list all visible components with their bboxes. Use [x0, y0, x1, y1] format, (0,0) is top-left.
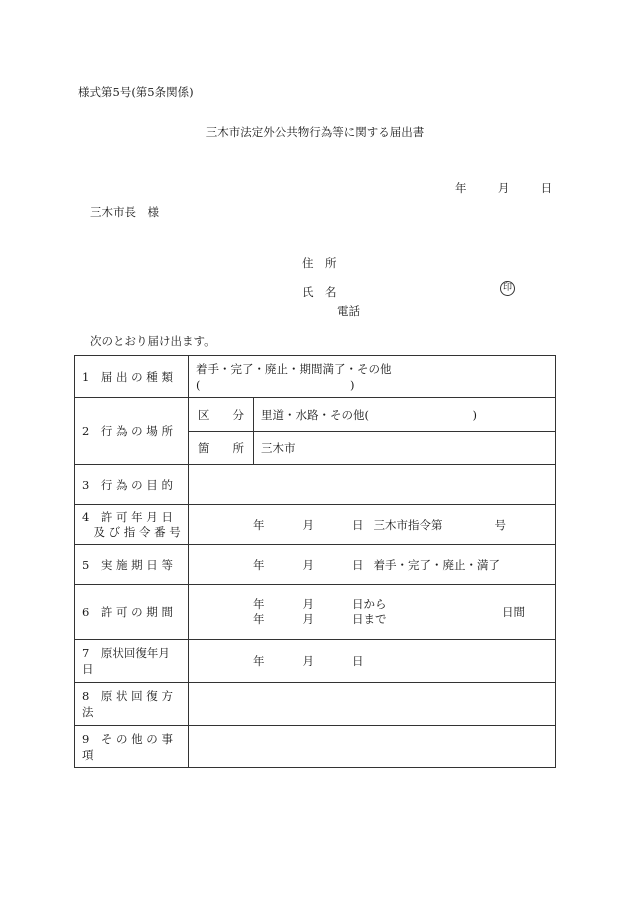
address-label: 住 所 [302, 256, 337, 270]
row-label: 1 届 出 の 種 類 [75, 356, 189, 398]
date-year-label: 年 [455, 181, 467, 195]
submission-date [455, 180, 552, 196]
other-matters-field[interactable] [189, 726, 556, 768]
days-label: 日間 [502, 605, 525, 619]
row-permit-date-number [75, 505, 556, 545]
name-label: 氏 名 [302, 285, 337, 299]
row-permit-period [75, 585, 556, 640]
row-label: 9 そ の 他 の 事 項 [75, 726, 189, 768]
row-notification-type [75, 356, 556, 398]
restoration-date-field[interactable]: 年 月 日 [189, 640, 556, 683]
implementation-date-field[interactable]: 年 月 日 着手・完了・廃止・満了 [189, 545, 556, 585]
row-label: 2 行 為 の 場 所 [75, 398, 189, 465]
row-label: 8 原 状 回 復 方 法 [75, 683, 189, 726]
addressee: 三木市長 様 [90, 205, 159, 219]
row-location-category [75, 398, 556, 432]
purpose-field[interactable] [189, 465, 556, 505]
row-label: 3 行 為 の 目 的 [75, 465, 189, 505]
row-restoration-date [75, 640, 556, 683]
date-day-label: 日 [540, 181, 553, 195]
row-implementation-date [75, 545, 556, 585]
row-label: 7 原状回復年月日 [75, 640, 189, 683]
notification-type-field[interactable]: 着手・完了・廃止・期間満了・その他( ) [189, 356, 556, 398]
place-label: 箇 所 [189, 432, 254, 465]
date-month-label: 月 [497, 181, 510, 195]
form-number: 様式第5号(第5条関係) [78, 85, 194, 99]
category-field[interactable]: 里道・水路・その他( ) [254, 398, 556, 432]
row-purpose [75, 465, 556, 505]
row-label: 5 実 施 期 日 等 [75, 545, 189, 585]
category-label: 区 分 [189, 398, 254, 432]
permit-period-field[interactable]: 年 月 日から 年 月 日まで 日間 [189, 585, 556, 640]
row-label: 4 許 可 年 月 日 及 び 指 令 番 号 [75, 505, 189, 545]
phone-label: 電話 [337, 304, 360, 318]
notification-form-table [74, 355, 556, 768]
row-restoration-method [75, 683, 556, 726]
document-title: 三木市法定外公共物行為等に関する届出書 [205, 125, 425, 139]
seal-mark-icon: 印 [500, 281, 515, 296]
permit-date-number-field[interactable]: 年 月 日 三木市指令第 号 [189, 505, 556, 545]
row-other-matters [75, 726, 556, 768]
place-field[interactable]: 三木市 [254, 432, 556, 465]
intro-text: 次のとおり届け出ます。 [90, 334, 216, 348]
row-label: 6 許 可 の 期 間 [75, 585, 189, 640]
restoration-method-field[interactable] [189, 683, 556, 726]
